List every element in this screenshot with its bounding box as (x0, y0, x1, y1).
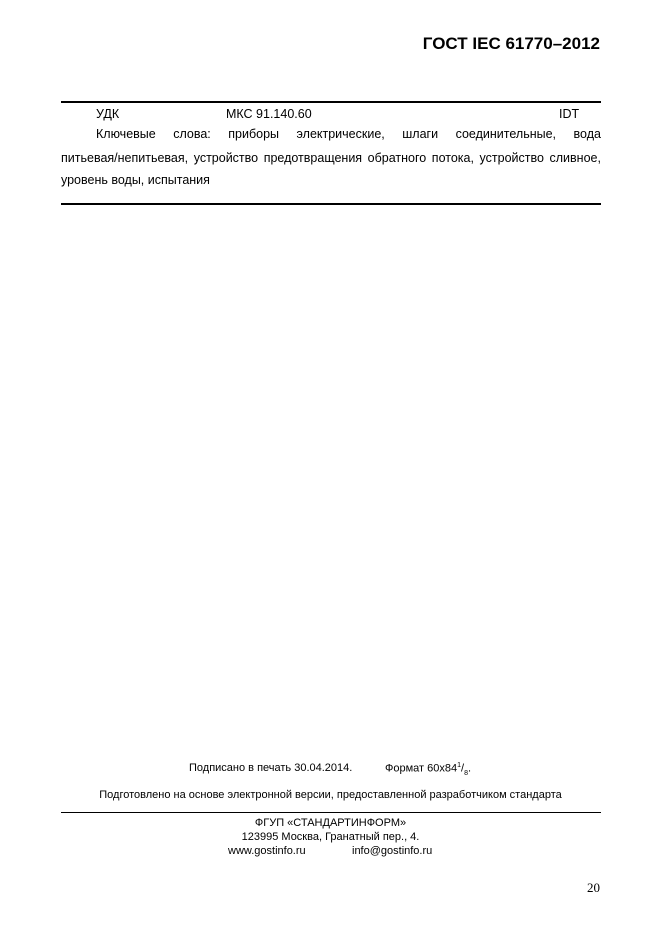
keyword-word: питьевая/непитьевая, (61, 151, 189, 165)
format-end: . (467, 762, 472, 775)
keyword-word: вода (573, 127, 601, 141)
footer-rule (61, 812, 601, 813)
top-rule (61, 101, 601, 103)
keywords-line-3: уровень воды, испытания (61, 173, 210, 187)
format-denominator: 8 (464, 769, 468, 777)
keywords-line-2 (61, 151, 601, 165)
udk-label: УДК (96, 107, 120, 121)
keyword-word: устройство (193, 151, 259, 165)
idt-label: IDT (559, 107, 580, 121)
keyword-word: потока, (431, 151, 474, 165)
publisher-website[interactable]: www.gostinfo.ru (228, 845, 306, 857)
bottom-rule (61, 203, 601, 205)
keyword-word: обратного (367, 151, 427, 165)
keyword-word: Ключевые (96, 127, 156, 141)
keyword-word: сливное, (549, 151, 601, 165)
page-number: 20 (587, 880, 600, 895)
keyword-word: предотвращения (263, 151, 363, 165)
keyword-word: шлаги (402, 127, 439, 141)
paper-format (385, 762, 471, 777)
signed-date: Подписано в печать 30.04.2014. (189, 762, 353, 774)
keyword-word: электрические, (296, 127, 385, 141)
publisher-address: 123995 Москва, Гранатный пер., 4. (241, 831, 420, 843)
format-numerator: 1 (457, 762, 462, 769)
prepared-note: Подготовлено на основе электронной версии, предоставленной разработчиком стандарта (99, 789, 562, 801)
format-slash: / (461, 762, 465, 775)
keyword-word: приборы (228, 127, 280, 141)
mks-label: МКС 91.140.60 (226, 107, 312, 121)
keywords-line-1 (96, 127, 601, 141)
format-label: Формат 60x84 (385, 762, 458, 775)
keyword-word: слова: (173, 127, 211, 141)
publisher-email[interactable]: info@gostinfo.ru (352, 845, 433, 857)
keyword-word: соединительные, (455, 127, 557, 141)
standard-code: ГОСТ IEC 61770–2012 (422, 34, 600, 53)
publisher-name: ФГУП «СТАНДАРТИНФОРМ» (254, 817, 407, 829)
keyword-word: устройство (479, 151, 544, 165)
